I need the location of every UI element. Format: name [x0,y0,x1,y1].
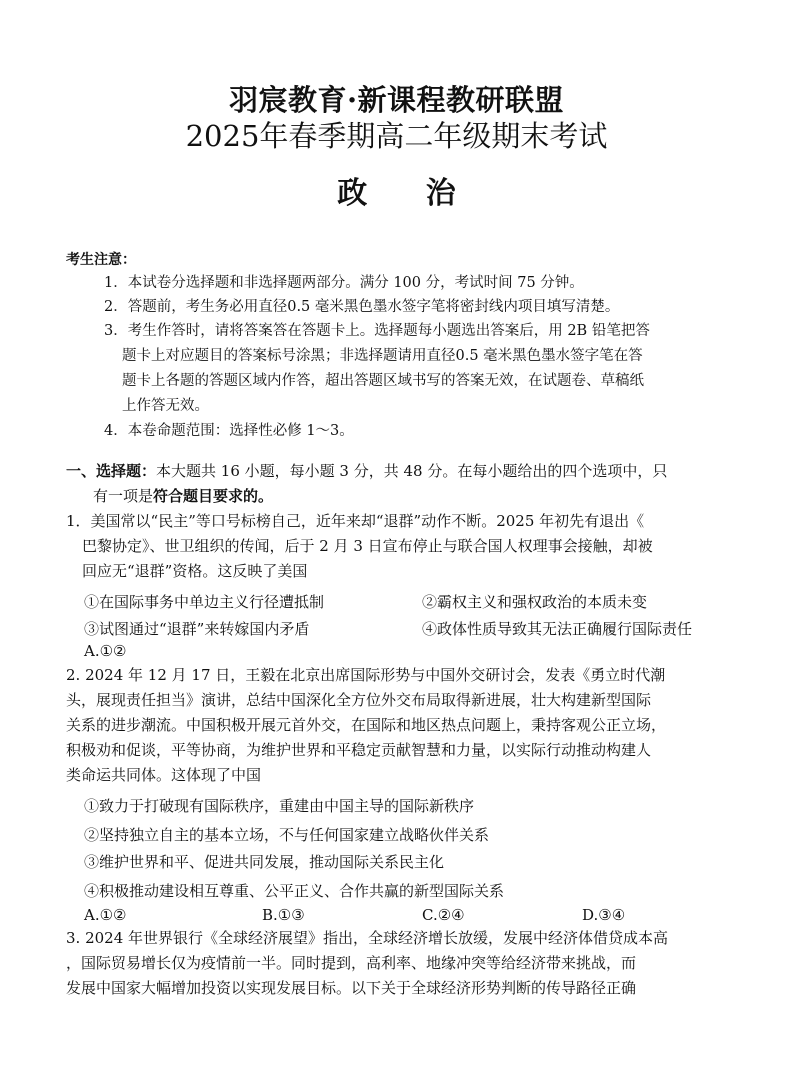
notice-item-2: 2．答题前，考生务必用直径0.5 毫米黑色墨水签字笔将密封线内项目填写清楚。 [104,299,620,315]
section-text-1: 本大题共 16 小题，每小题 3 分，共 48 分。在每小题给出的四个选项中，只 [156,462,668,480]
q2-option-1: ①致力于打破现有国际秩序，重建由中国主导的国际新秩序 [84,797,475,815]
q2-line-4: 积极劝和促谈，平等协商，为维护世界和平稳定贡献智慧和力量，以实际行动推动构建人 [66,741,652,759]
section-text-2b: 符合题目要求的。 [153,487,274,505]
q1-option-2: ②霸权主义和强权政治的本质未变 [422,593,648,611]
notice-heading: 考生注意： [66,252,136,268]
notice-item-3 [104,319,729,419]
notice-item-3-line-1: 3．考生作答时，请将答案答在答题卡上。选择题每小题选出答案后，用 2B 铅笔把答 [104,323,650,339]
q1-option-1: ①在国际事务中单边主义行径遭抵制 [84,593,325,611]
notice-item-1: 1．本试卷分选择题和非选择题两部分。满分 100 分，考试时间 75 分钟。 [104,275,584,291]
section-label: 一、选择题： [66,462,157,480]
q2-choice-b: B.①③ [262,906,305,924]
question-2 [66,663,726,788]
question-1 [66,509,726,584]
section-text-2a: 有一项是 [93,487,154,505]
notice-item-3-line-3: 题卡上各题的答题区域内作答，超出答题区域书写的答案无效，在试题卷、草稿纸 [122,373,644,389]
q2-line-1: 2. 2024 年 12 月 17 日，王毅在北京出席国际形势与中国外交研讨会，发表《勇立时代潮 [66,666,666,684]
q3-line-2: ，国际贸易增长仅为疫情前一半。同时提到，高利率、地缘冲突等给经济带来挑战，而 [66,954,637,972]
notice-item-4: 4．本卷命题范围：选择性必修 1～3。 [104,423,354,439]
q3-line-3: 发展中国家大幅增加投资以实现发展目标。以下关于全球经济形势判断的传导路径正确 [66,979,637,997]
q2-choice-d: D.③④ [582,906,626,924]
q2-line-3: 关系的进步潮流。中国积极开展元首外交，在国际和地区热点问题上，秉持客观公正立场， [66,716,667,734]
q1-option-4: ④政体性质导致其无法正确履行国际责任 [422,620,693,638]
question-3 [66,926,726,1001]
q2-option-4: ④积极推动建设相互尊重、公平正义、合作共赢的新型国际关系 [84,882,505,900]
section-header [66,459,726,509]
q2-option-2: ②坚持独立自主的基本立场，不与任何国家建立战略伙伴关系 [84,826,490,844]
notice-item-3-line-4: 上作答无效。 [122,398,209,414]
notice-item-3-line-2: 题卡上对应题目的答案标号涂黑；非选择题请用直径0.5 毫米黑色墨水签字笔在答 [122,348,643,364]
q1-line-2: 巴黎协定》、世卫组织的传闻，后于 2 月 3 日宣布停止与联合国人权理事会接触，却被 [82,537,653,555]
q1-line-1: 1．美国常以“民主”等口号标榜自己，近年来却“退群”动作不断。2025 年初先有退出《 [66,512,645,530]
subject-title: 政 治 [337,176,456,211]
q2-option-3: ③维护世界和平、促进共同发展，推动国际关系民主化 [84,853,445,871]
q1-line-3: 回应无“退群”资格。这反映了美国 [82,562,308,580]
q2-line-2: 头，展现责任担当》演讲，总结中国深化全方位外交布局取得新进展，壮大构建新型国际 [66,691,652,709]
q2-choice-a: A.①② [84,906,127,924]
q3-line-1: 3. 2024 年世界银行《全球经济展望》指出，全球经济增长放缓，发展中经济体借贷成本高 [66,929,669,947]
exam-title: 羽宸教育·新课程教研联盟 [228,83,565,117]
q2-choice-c: C.②④ [422,906,465,924]
section-text-line-2 [66,484,726,509]
q1-option-3: ③试图通过“退群”来转嫁国内矛盾 [84,620,310,638]
q1-choice-a: A.①② [84,642,127,660]
q2-line-5: 类命运共同体。这体现了中国 [66,766,262,784]
exam-subtitle: 2025年春季期高二年级期末考试 [185,119,608,153]
